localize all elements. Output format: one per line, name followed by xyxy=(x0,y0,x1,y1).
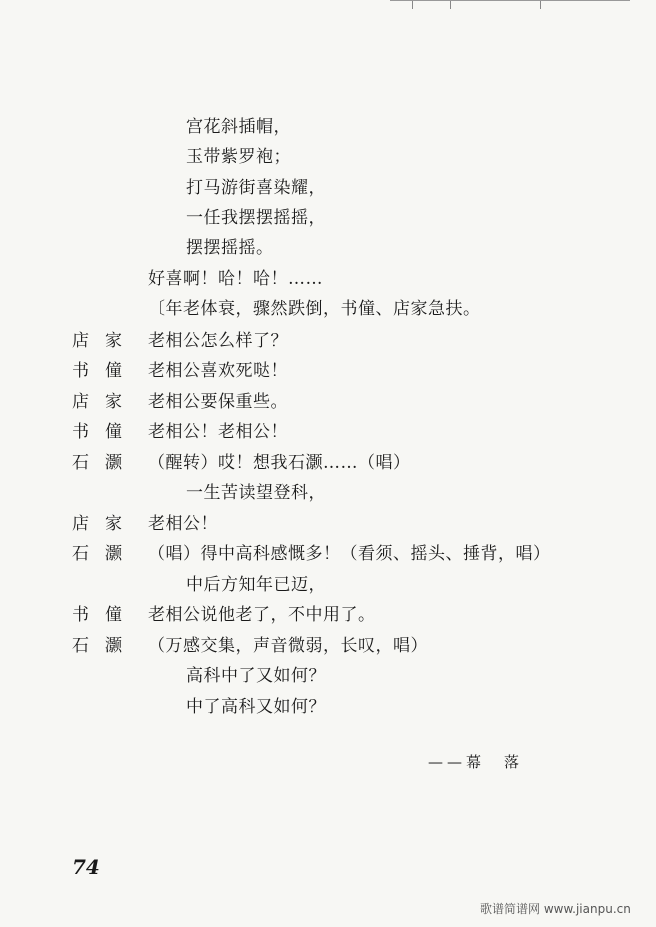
speaker-name: 书僮 xyxy=(72,605,138,625)
speaker-name: 石灏 xyxy=(72,636,138,656)
verse-line: 一生苦读望登科， xyxy=(186,483,326,503)
verse-line: 打马游街喜染耀， xyxy=(186,178,326,198)
dialogue-text: 老相公喜欢死哒！ xyxy=(148,361,288,381)
dialogue-text: （万感交集，声音微弱，长叹，唱） xyxy=(148,636,428,656)
verse-line: 高科中了又如何？ xyxy=(186,666,326,686)
curtain-fall: ——幕 落 xyxy=(428,753,524,771)
speaker-name: 店家 xyxy=(72,514,138,534)
verse-line: 中后方知年已迈， xyxy=(186,575,326,595)
tick-mark xyxy=(540,1,541,9)
page-number: 74 xyxy=(72,855,100,879)
dialogue-text: 老相公！ xyxy=(148,514,218,534)
speaker-name: 石灏 xyxy=(72,544,138,564)
top-edge-mark xyxy=(390,0,630,4)
tick-mark xyxy=(450,1,451,9)
speaker-name: 书僮 xyxy=(72,422,138,442)
speaker-name: 书僮 xyxy=(72,361,138,381)
verse-line: 中了高科又如何？ xyxy=(186,697,326,717)
speaker-name: 店家 xyxy=(72,331,138,351)
verse-line: 玉带紫罗袍； xyxy=(186,147,291,167)
dialogue-text: （唱）得中高科感慨多！（看须、摇头、捶背，唱） xyxy=(148,544,551,564)
dialogue-text: 老相公！老相公！ xyxy=(148,422,288,442)
dialogue-text: 老相公要保重些。 xyxy=(148,392,288,412)
speaker-name: 石灏 xyxy=(72,453,138,473)
tick-mark xyxy=(412,1,413,9)
verse-line: 宫花斜插帽， xyxy=(186,117,291,137)
verse-line: 摆摆摇摇。 xyxy=(186,238,274,258)
dialogue-text: 老相公怎么样了？ xyxy=(148,331,288,351)
speaker-name: 店家 xyxy=(72,392,138,412)
watermark: 歌谱简谱网 www.jianpu.cn xyxy=(480,902,631,916)
stage-direction: 〔年老体衰，骤然跌倒，书僮、店家急扶。 xyxy=(148,299,481,319)
verse-line: 一任我摆摆摇摇， xyxy=(186,208,326,228)
laugh-line: 好喜啊！哈！哈！…… xyxy=(148,269,323,289)
dialogue-text: 老相公说他老了，不中用了。 xyxy=(148,605,376,625)
dialogue-text: （醒转）哎！想我石灏……（唱） xyxy=(148,453,411,473)
